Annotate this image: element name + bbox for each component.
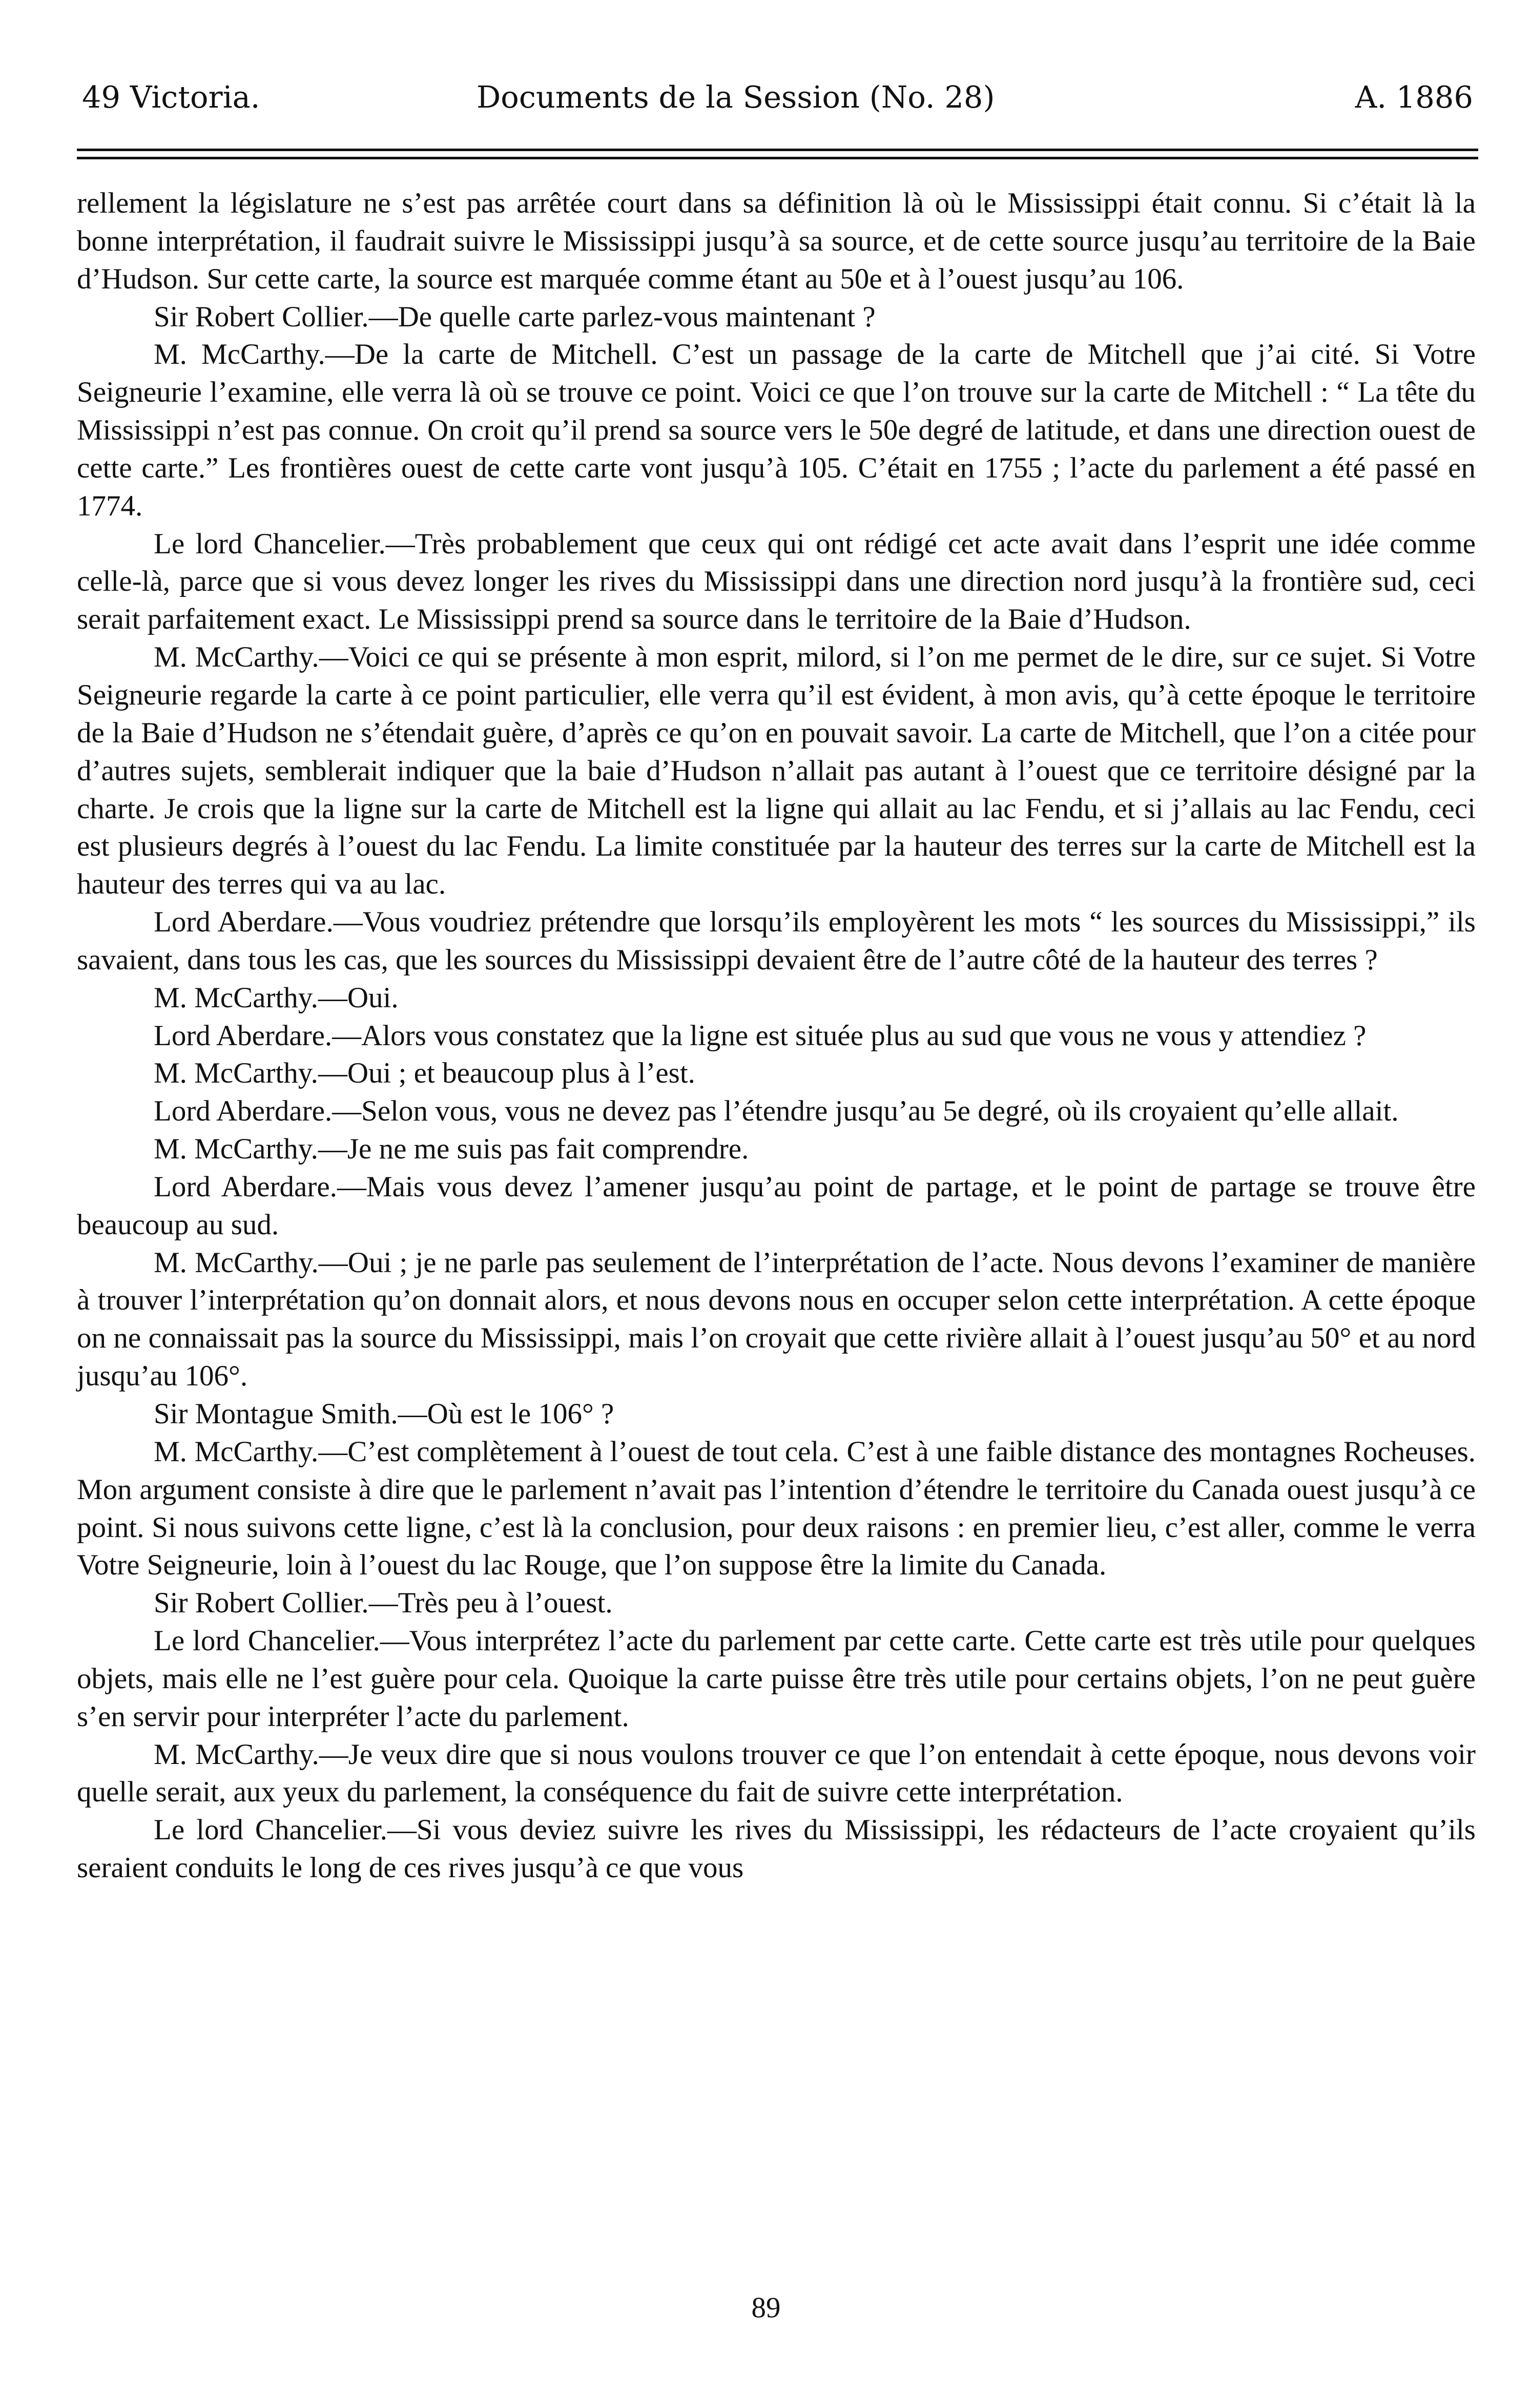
header-rule-bottom — [77, 157, 1478, 159]
paragraph: M. McCarthy.—Je ne me suis pas fait comprendre. — [154, 1133, 749, 1166]
paragraph: Lord Aberdare.—Selon vous, vous ne devez pas l’étendre jusqu’au 5e degré, où ils croyaient qu’elle allait. — [154, 1095, 1399, 1128]
paragraph: M. McCarthy.—Je veux dire que si nous voulons trouver ce que l’on entendait à cette époque, nous devons voir quelle serait, aux yeux du parlement, la conséquence du fait de suivre cette interprétation. — [77, 1738, 1476, 1809]
paragraph: Sir Robert Collier.—De quelle carte parlez-vous maintenant ? — [154, 300, 876, 333]
paragraph: M. McCarthy.—Oui. — [154, 981, 399, 1014]
paragraph: M. McCarthy.—De la carte de Mitchell. C’est un passage de la carte de Mitchell que j’ai cité. Si Votre Seigneurie l’examine, elle verra là où se trouve ce point. Voici ce que l’on trouve sur la carte de Mitchell : “ La tête du Mississippi n’est pas connue. On croit qu’il prend sa source vers le 50e degré de latitude, et dans une direction ouest de cette carte.” Les frontières ouest de cette carte vont jusqu’à 105. C’était en 1755 ; l’acte du parlement a été passé en 1774. — [77, 338, 1476, 522]
paragraph: Le lord Chancelier.—Vous interprétez l’acte du parlement par cette carte. Cette carte est très utile pour quelques objets, mais elle ne l’est guère pour cela. Quoique la carte puisse être très utile pour certains objets, l’on ne peut guère s’en servir pour interpréter l’acte du parlement. — [77, 1625, 1476, 1733]
paragraph: M. McCarthy.—Oui ; et beaucoup plus à l’est. — [154, 1057, 695, 1090]
header-year: A. 1886 — [1355, 79, 1473, 115]
paragraph: M. McCarthy.—C’est complètement à l’ouest de tout cela. C’est à une faible distance des montagnes Rocheuses. Mon argument consiste à dire que le parlement n’avait pas l’intention d’étendre le territoire du Canada ouest jusqu’à ce point. Si nous suivons cette ligne, c’est là la conclusion, pour deux raisons : en premier lieu, c’est aller, comme le verra Votre Seigneurie, loin à l’ouest du lac Rouge, que l’on suppose être la limite du Canada. — [77, 1435, 1476, 1582]
page-number: 89 — [751, 2292, 781, 2324]
paragraph: Lord Aberdare.—Vous voudriez prétendre que lorsqu’ils employèrent les mots “ les sources du Mississippi,” ils savaient, dans tous les cas, que les sources du Mississippi devaient être de l’autre côté de la hauteur des terres ? — [77, 906, 1476, 976]
paragraph: rellement la législature ne s’est pas arrêtée court dans sa définition là où le Mississippi était connu. Si c’était là la bonne interprétation, il faudrait suivre le Mississippi jusqu’à sa source, et de cette source jusqu’au territoire de la Baie d’Hudson. Sur cette carte, la source est marquée comme étant au 50e et à l’ouest jusqu’au 106. — [77, 187, 1476, 295]
paragraph: Le lord Chancelier.—Si vous deviez suivre les rives du Mississippi, les rédacteurs de l’acte croyaient qu’ils seraient conduits le long de ces rives jusqu’à ce que vous — [77, 1814, 1476, 1884]
body-text — [77, 184, 1476, 1887]
header-volume: 49 Victoria. — [82, 79, 260, 115]
paragraph: M. McCarthy.—Oui ; je ne parle pas seulement de l’interprétation de l’acte. Nous devons l’examiner de manière à trouver l’interprétation qu’on donnait alors, et nous devons nous en occuper selon cette interprétation. A cette époque on ne connaissait pas la source du Mississippi, mais l’on croyait que cette rivière allait à l’ouest jusqu’au 50° et au nord jusqu’au 106°. — [77, 1246, 1476, 1393]
paragraph: Sir Montague Smith.—Où est le 106° ? — [154, 1398, 614, 1430]
running-header — [77, 77, 1478, 118]
paragraph: Lord Aberdare.—Alors vous constatez que la ligne est située plus au sud que vous ne vous y attendiez ? — [154, 1019, 1367, 1052]
header-rule-top — [77, 149, 1478, 151]
paragraph: Lord Aberdare.—Mais vous devez l’amener jusqu’au point de partage, et le point de partage se trouve être beaucoup au sud. — [77, 1170, 1476, 1241]
header-title: Documents de la Session (No. 28) — [477, 79, 995, 115]
paragraph: Sir Robert Collier.—Très peu à l’ouest. — [154, 1587, 613, 1620]
paragraph: M. McCarthy.—Voici ce qui se présente à mon esprit, milord, si l’on me permet de le dire, sur ce sujet. Si Votre Seigneurie regarde la carte à ce point particulier, elle verra qu’il est évident, à mon avis, qu’à cette époque le territoire de la Baie d’Hudson ne s’étendait guère, d’après ce qu’on en pouvait savoir. La carte de Mitchell, que l’on a citée pour d’autres sujets, semblerait indiquer que la baie d’Hudson n’allait pas autant à l’ouest que ce territoire désigné par la charte. Je crois que la ligne sur la carte de Mitchell est la ligne qui allait au lac Fendu, et si j’allais au lac Fendu, ceci est plusieurs degrés à l’ouest du lac Fendu. La limite constituée par la hauteur des terres sur la carte de Mitchell est la hauteur des terres qui va au lac. — [77, 641, 1476, 901]
paragraph: Le lord Chancelier.—Très probablement que ceux qui ont rédigé cet acte avait dans l’esprit une idée comme celle-là, parce que si vous devez longer les rives du Mississippi dans une direction nord jusqu’à la frontière sud, ceci serait parfaitement exact. Le Mississippi prend sa source dans le territoire de la Baie d’Hudson. — [77, 527, 1476, 636]
